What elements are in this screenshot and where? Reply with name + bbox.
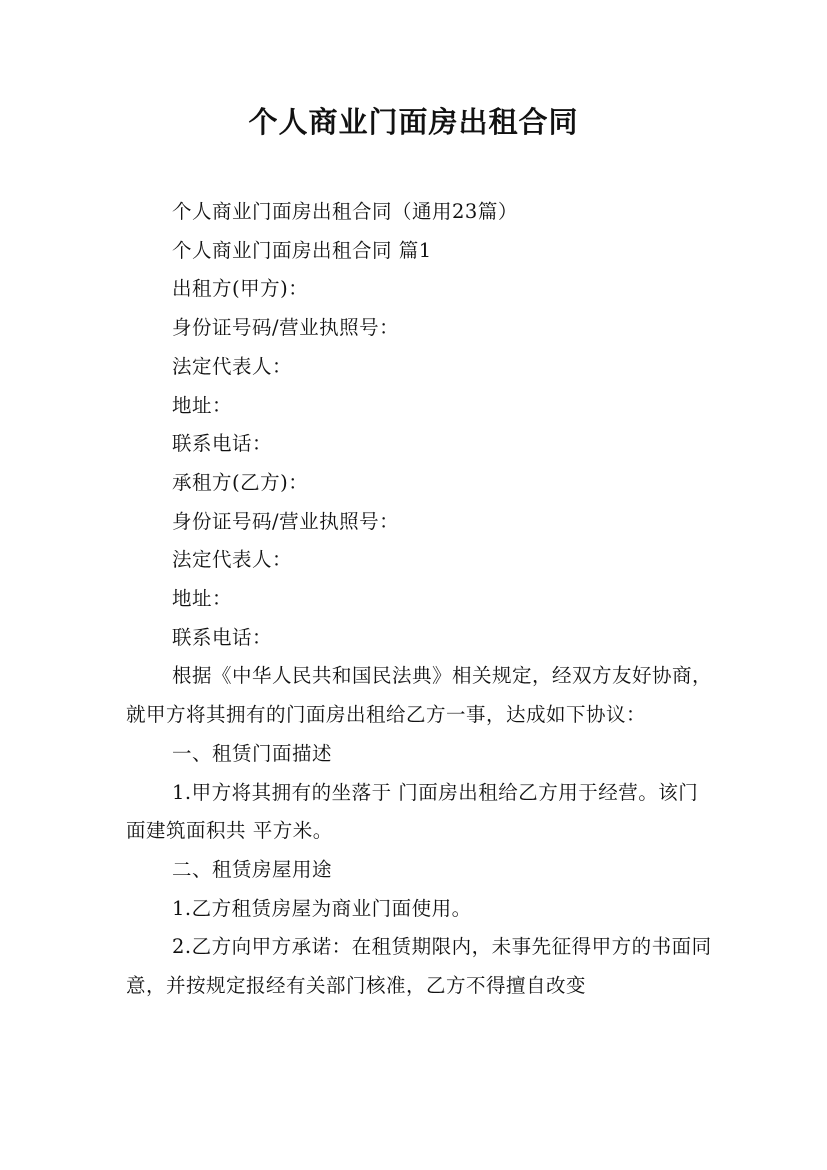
paragraph-preamble: 根据《中华人民共和国民法典》相关规定，经双方友好协商，就甲方将其拥有的门面房出租给乙方一事，达成如下协议： <box>126 664 713 727</box>
document-body <box>126 193 716 1006</box>
paragraph-lessee-representative: 法定代表人： <box>172 548 293 572</box>
paragraph-clause-2-1: 1.乙方租赁房屋为商业门面使用。 <box>172 896 472 920</box>
paragraph-clause-1-1: 1.甲方将其拥有的坐落于 门面房出租给乙方用于经营。该门面建筑面积共 平方米。 <box>126 780 699 843</box>
paragraph-section-heading: 个人商业门面房出租合同 篇1 <box>172 238 432 262</box>
document-title: 个人商业门面房出租合同 <box>248 105 579 139</box>
paragraph-lessee-phone: 联系电话： <box>172 625 273 649</box>
paragraph-lessee-id: 身份证号码/营业执照号： <box>172 509 400 533</box>
paragraph-lessor-id: 身份证号码/营业执照号： <box>172 316 400 340</box>
paragraph-heading-usage: 二、租赁房屋用途 <box>172 857 333 881</box>
paragraph-lessee-address: 地址： <box>172 587 233 611</box>
paragraph-clause-2-2: 2.乙方向甲方承诺：在租赁期限内，未事先征得甲方的书面同意，并按规定报经有关部门核准，乙方不得擅自改变 <box>126 935 712 998</box>
paragraph-lessor-phone: 联系电话： <box>172 432 273 456</box>
paragraph-subtitle: 个人商业门面房出租合同（通用23篇） <box>172 200 518 223</box>
paragraph-lessor: 出租方(甲方)： <box>172 277 309 301</box>
paragraph-lessee: 承租方(乙方)： <box>172 470 309 494</box>
paragraph-heading-description: 一、租赁门面描述 <box>172 741 333 765</box>
paragraph-lessor-representative: 法定代表人： <box>172 354 293 378</box>
paragraph-lessor-address: 地址： <box>172 393 233 417</box>
